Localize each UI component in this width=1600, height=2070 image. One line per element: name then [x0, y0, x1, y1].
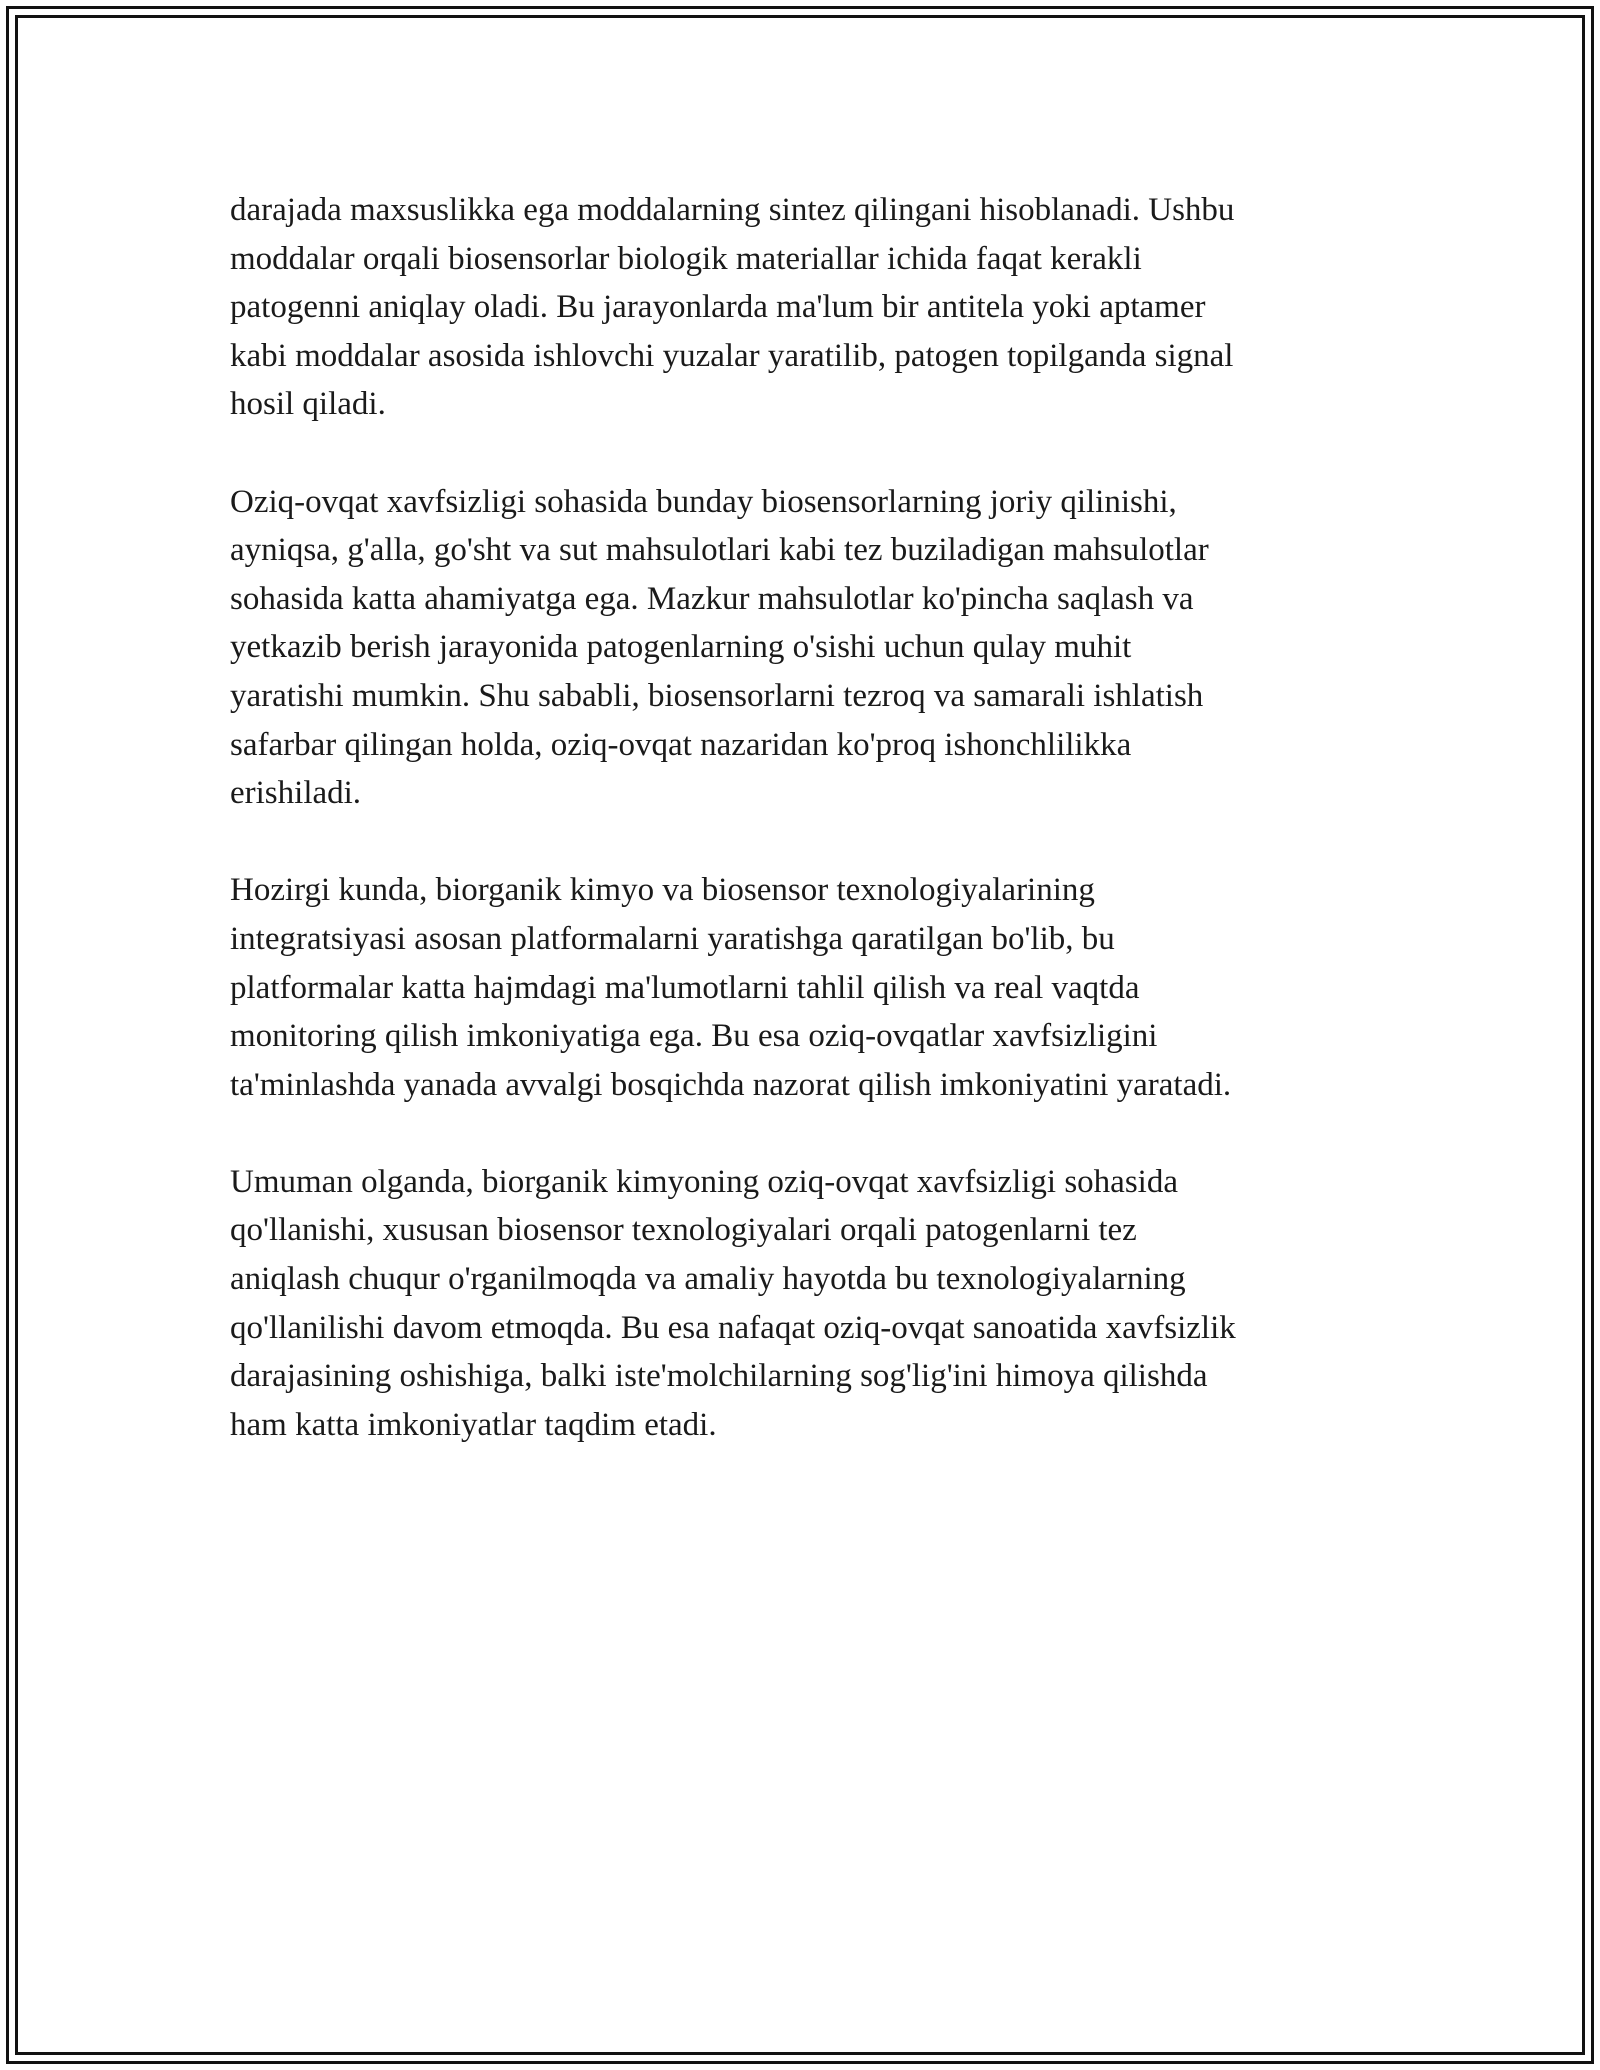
text-line: platformalar katta hajmdagi ma'lumotlarni tahlil qilish va real vaqtda: [230, 969, 1140, 1006]
text-line: darajasining oshishiga, balki iste'molchilarning sog'lig'ini himoya qilishda: [230, 1358, 1208, 1395]
text-line: safarbar qilingan holda, oziq-ovqat nazaridan ko'proq ishonchlilikka: [230, 726, 1132, 763]
text-line: sohasida katta ahamiyatga ega. Mazkur mahsulotlar ko'pincha saqlash va: [230, 580, 1194, 617]
text-line: Hozirgi kunda, biorganik kimyo va biosensor texnologiyalarining: [230, 872, 1095, 909]
text-line: ayniqsa, g'alla, go'sht va sut mahsulotlari kabi tez buziladigan mahsulotlar: [230, 532, 1209, 569]
text-line: moddalar orqali biosensorlar biologik materiallar ichida faqat kerakli: [230, 240, 1142, 277]
text-line: ham katta imkoniyatlar taqdim etadi.: [230, 1406, 717, 1443]
text-line: hosil qiladi.: [230, 386, 386, 423]
text-line: darajada maxsuslikka ega moddalarning sintez qilingani hisoblanadi. Ushbu: [230, 192, 1235, 228]
paragraph-3: [230, 866, 1360, 1109]
text-line: patogenni aniqlay oladi. Bu jarayonlarda ma'lum bir antitela yoki aptamer: [230, 289, 1206, 326]
paragraph-4: [230, 1158, 1360, 1450]
text-line: Umuman olganda, biorganik kimyoning oziq-ovqat xavfsizligi sohasida: [230, 1163, 1178, 1200]
text-line: ta'minlashda yanada avvalgi bosqichda nazorat qilish imkoniyatini yaratadi.: [230, 1066, 1232, 1103]
text-line: erishiladi.: [230, 775, 362, 812]
text-line: aniqlash chuqur o'rganilmoqda va amaliy hayotda bu texnologiyalarning: [230, 1261, 1186, 1298]
document-body: [230, 186, 1360, 1498]
text-line: integratsiyasi asosan platformalarni yaratishga qaratilgan bo'lib, bu: [230, 920, 1115, 957]
text-line: qo'llanilishi davom etmoqda. Bu esa nafaqat oziq-ovqat sanoatida xavfsizlik: [230, 1309, 1236, 1346]
paragraph-1: [230, 186, 1360, 429]
paragraph-2: [230, 478, 1360, 818]
text-line: qo'llanishi, xususan biosensor texnologiyalari orqali patogenlarni tez: [230, 1212, 1137, 1249]
text-line: yetkazib berish jarayonida patogenlarning o'sishi uchun qulay muhit: [230, 629, 1132, 666]
text-line: monitoring qilish imkoniyatiga ega. Bu esa oziq-ovqatlar xavfsizligini: [230, 1018, 1158, 1055]
text-line: yaratishi mumkin. Shu sababli, biosensorlarni tezroq va samarali ishlatish: [230, 677, 1204, 714]
text-line: kabi moddalar asosida ishlovchi yuzalar yaratilib, patogen topilganda signal: [230, 337, 1234, 374]
text-line: Oziq-ovqat xavfsizligi sohasida bunday biosensorlarning joriy qilinishi,: [230, 483, 1177, 520]
